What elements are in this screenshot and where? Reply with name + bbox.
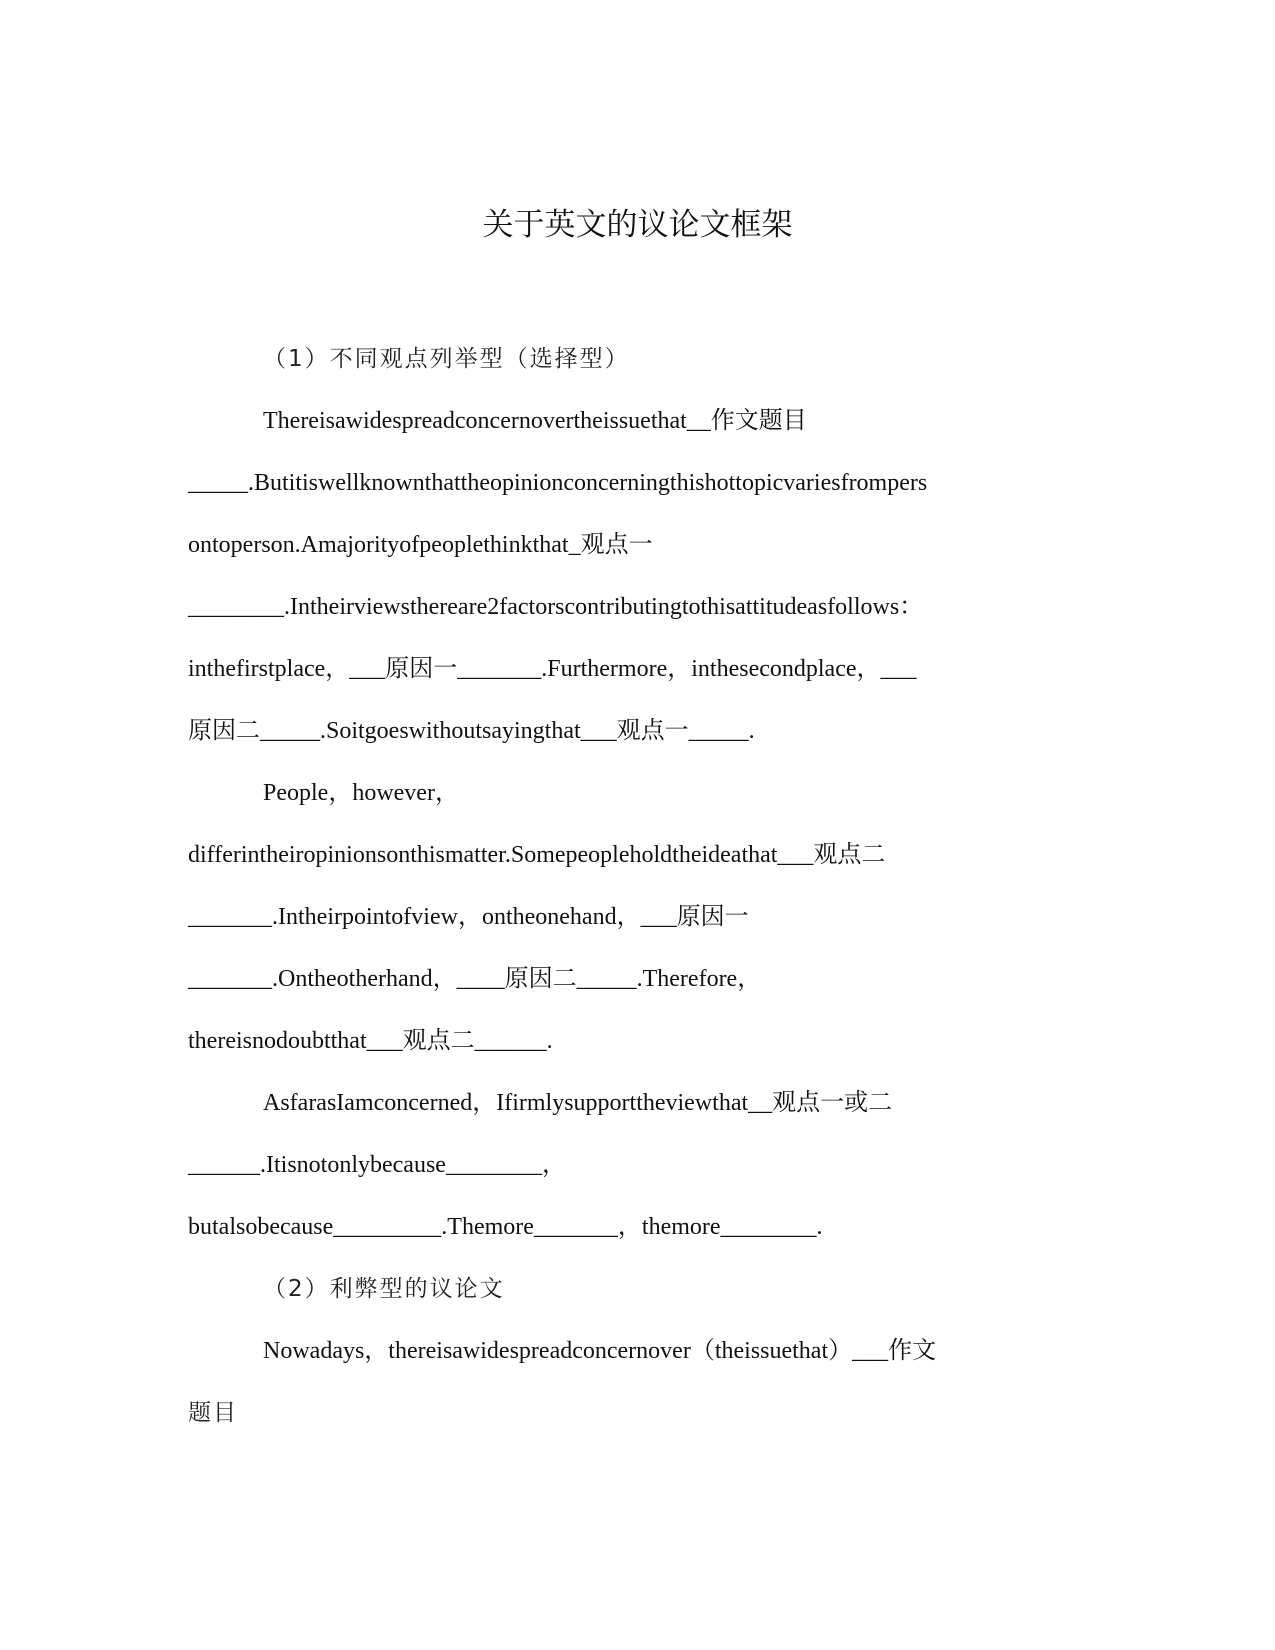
paragraph-line: inthefirstplace，___原因一_______.Furthermore，inthesecondplace，___ [188,656,917,682]
paragraph-line: ontoperson.Amajorityofpeoplethinkthat_观点一 [188,532,653,558]
paragraph-line: ________.Intheirviewsthereare2factorscontributingtothisattitudeasfollows： [188,594,924,620]
document-body [188,328,1088,1444]
paragraph-line: thereisnodoubtthat___观点二______. [188,1028,553,1054]
paragraph-line: AsfarasIamconcerned，Ifirmlysupporttheviewthat__观点一或二 [263,1090,893,1116]
section-heading-2: （2）利弊型的议论文 [263,1276,505,1302]
paragraph-line: Thereisawidespreadconcernovertheissuethat__作文题目 [263,408,807,434]
paragraph-line: differintheiropinionsonthismatter.Somepeopleholdtheideathat___观点二 [188,842,886,868]
paragraph-line: _____.Butitiswellknownthattheopinionconcerningthishottopicvariesfrompers [188,470,928,496]
paragraph-line: People，however， [263,780,459,806]
page-title: 关于英文的议论文框架 [482,207,793,243]
paragraph-line: ______.Itisnotonlybecause________， [188,1152,566,1178]
paragraph-line: 题目 [188,1400,238,1426]
paragraph-line: 原因二_____.Soitgoeswithoutsayingthat___观点一_____. [188,718,755,744]
paragraph-line: _______.Intheirpointofview，ontheonehand，___原因一 [188,904,749,930]
section-heading-1: （1）不同观点列举型（选择型） [263,346,630,372]
paragraph-line: Nowadays，thereisawidespreadconcernover（theissuethat）___作文 [263,1338,937,1364]
paragraph-line: butalsobecause_________.Themore_______，themore________. [188,1214,823,1240]
paragraph-line: _______.Ontheotherhand，____原因二_____.Therefore， [188,966,762,992]
